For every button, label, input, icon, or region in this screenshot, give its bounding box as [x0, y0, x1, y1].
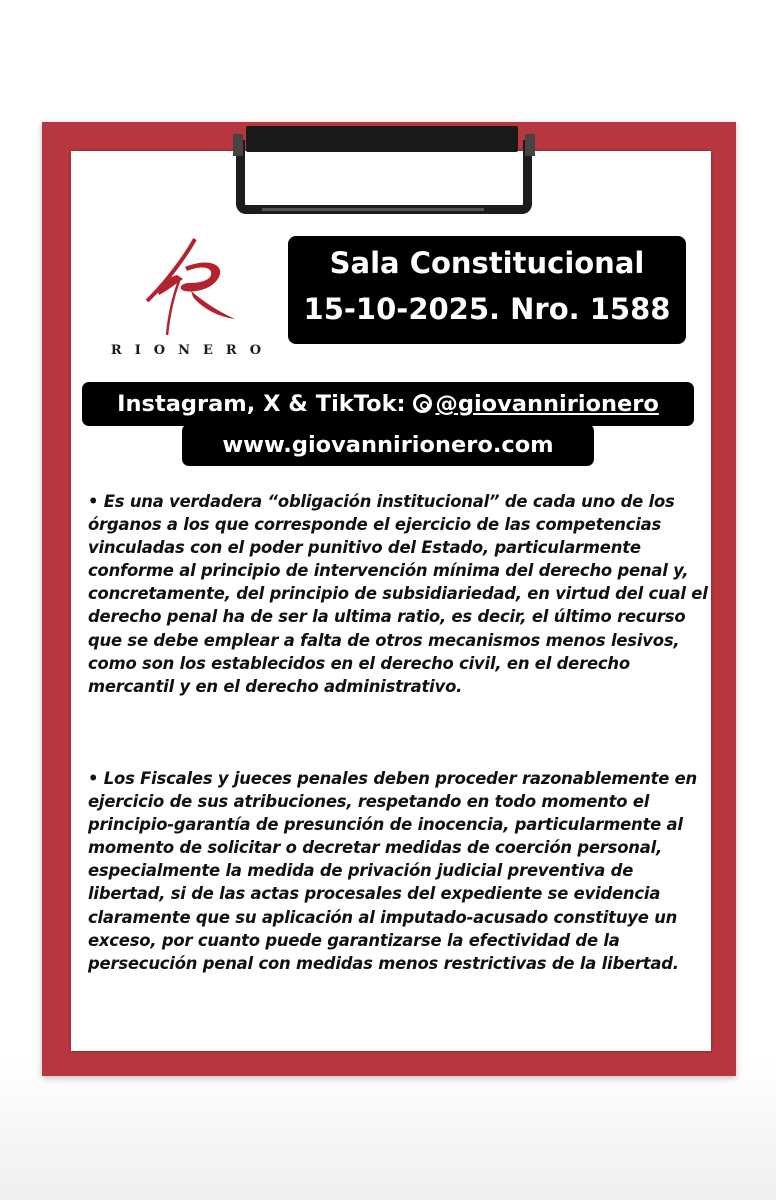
threads-icon [413, 394, 432, 413]
stylized-r-logo-icon [137, 235, 247, 340]
clipboard-clip-wire [236, 140, 532, 214]
social-prefix: Instagram, X & TikTok: [117, 391, 414, 417]
title-court: Sala Constitucional [329, 246, 645, 280]
paragraph-principle: • Es una verdadera “obligación institucional” de cada uno de los órganos a los que corresponde el ejercicio de las competencias vinculadas con el poder punitivo del Estado, particularmente conforme al principio de intervención mínima del derecho penal y, concretamente, del principio de subsidiariedad, en virtud del cual el derecho penal ha de ser la ultima ratio, es decir, el último recurso que se debe emplear a falta de otros mecanismos menos lesivos, como son los establecidos en el derecho civil, en el derecho mercantil y en el derecho administrativo. [88, 492, 708, 696]
website-link[interactable]: www.giovannirionero.com [222, 432, 554, 458]
title-date-number: 15-10-2025. Nro. 1588 [303, 292, 671, 326]
clipboard-clip-shine [262, 208, 484, 211]
title-label [288, 236, 686, 344]
paragraph-judges: • Los Fiscales y jueces penales deben proceder razonablemente en ejercicio de sus atribuciones, respetando en todo momento el principio-garantía de presunción de inocencia, particularmente al momento de solicitar o decretar medidas de coerción personal, especialmente la medida de privación judicial preventiva de libertad, si de las actas procesales del expediente se evidencia claramente que su aplicación al imputado-acusado constituye un exceso, por cuanto puede garantizarse la efectividad de la persecución penal con medidas menos restrictivas de la libertad. [88, 769, 698, 973]
social-label [82, 382, 694, 426]
social-handle-link[interactable]: @giovannirionero [435, 391, 659, 417]
rionero-logo [95, 235, 290, 365]
logo-wordmark: RIONERO [110, 343, 275, 358]
website-label [182, 424, 594, 466]
